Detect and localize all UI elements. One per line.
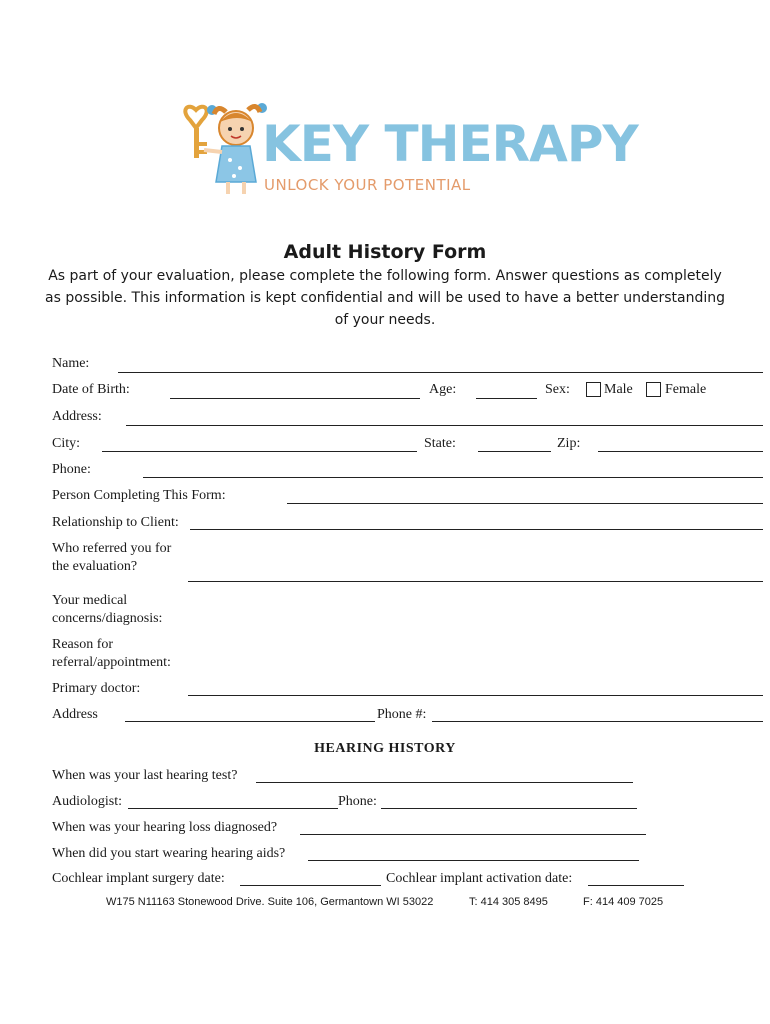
state-field[interactable] [478, 451, 551, 452]
audiologist-field[interactable] [128, 808, 338, 809]
city-field[interactable] [102, 451, 417, 452]
person-completing-field[interactable] [287, 503, 763, 504]
doctor-address-field[interactable] [125, 721, 375, 722]
address-label: Address: [52, 409, 102, 424]
audiologist-phone-field[interactable] [381, 808, 637, 809]
sex-label: Sex: [545, 382, 570, 397]
doctor-phone-label: Phone #: [377, 707, 427, 722]
age-label: Age: [429, 382, 457, 397]
female-label: Female [665, 382, 707, 397]
reason-label-line1: Reason for [52, 637, 114, 652]
reason-label-line2: referral/appointment: [52, 655, 171, 670]
dob-label: Date of Birth: [52, 382, 130, 397]
name-label: Name: [52, 356, 90, 371]
last-hearing-test-label: When was your last hearing test? [52, 768, 238, 783]
ci-surgery-field[interactable] [240, 885, 381, 886]
referred-label-line2: the evaluation? [52, 559, 138, 574]
hearing-aids-label: When did you start wearing hearing aids? [52, 846, 286, 861]
referred-field[interactable] [188, 581, 763, 582]
state-label: State: [424, 436, 456, 451]
logo-tagline: UNLOCK YOUR POTENTIAL [264, 176, 471, 194]
phone-label: Phone: [52, 462, 91, 477]
hearing-history-heading: HEARING HISTORY [314, 741, 456, 756]
male-label: Male [604, 382, 633, 397]
form-intro: As part of your evaluation, please complete the following form. Answer questions as completely as possible. This information is kept confidential and will be used to have a better understanding of your needs. [45, 268, 725, 328]
logo-text: KEY THERAPY [262, 115, 638, 173]
relationship-label: Relationship to Client: [52, 515, 179, 530]
relationship-field[interactable] [190, 529, 763, 530]
doctor-phone-field[interactable] [432, 721, 763, 722]
footer-address: W175 N11163 Stonewood Drive. Suite 106, Germantown WI 53022 [106, 896, 434, 908]
ci-surgery-label: Cochlear implant surgery date: [52, 871, 225, 886]
audiologist-phone-label: Phone: [338, 794, 377, 809]
footer-tel: T: 414 305 8495 [469, 896, 548, 908]
ci-activation-field[interactable] [588, 885, 684, 886]
referred-label-line1: Who referred you for [52, 541, 172, 556]
male-checkbox[interactable] [586, 382, 601, 397]
hearing-aids-field[interactable] [308, 860, 639, 861]
footer-fax: F: 414 409 7025 [583, 896, 664, 908]
zip-label: Zip: [557, 436, 581, 451]
doctor-address-label: Address [52, 707, 98, 722]
zip-field[interactable] [598, 451, 763, 452]
form-title: Adult History Form [283, 241, 487, 263]
person-completing-label: Person Completing This Form: [52, 488, 226, 503]
key-girl-mascot-icon [178, 98, 268, 198]
primary-doctor-label: Primary doctor: [52, 681, 141, 696]
loss-diagnosed-field[interactable] [300, 834, 646, 835]
city-label: City: [52, 436, 81, 451]
age-field[interactable] [476, 398, 537, 399]
phone-field[interactable] [143, 477, 763, 478]
female-checkbox[interactable] [646, 382, 661, 397]
medical-label-line1: Your medical [52, 593, 128, 608]
address-field[interactable] [126, 425, 763, 426]
last-hearing-test-field[interactable] [256, 782, 633, 783]
loss-diagnosed-label: When was your hearing loss diagnosed? [52, 820, 278, 835]
audiologist-label: Audiologist: [52, 794, 123, 809]
ci-activation-label: Cochlear implant activation date: [386, 871, 573, 886]
dob-field[interactable] [170, 398, 420, 399]
name-field[interactable] [118, 372, 763, 373]
medical-label-line2: concerns/diagnosis: [52, 611, 163, 626]
primary-doctor-field[interactable] [188, 695, 763, 696]
